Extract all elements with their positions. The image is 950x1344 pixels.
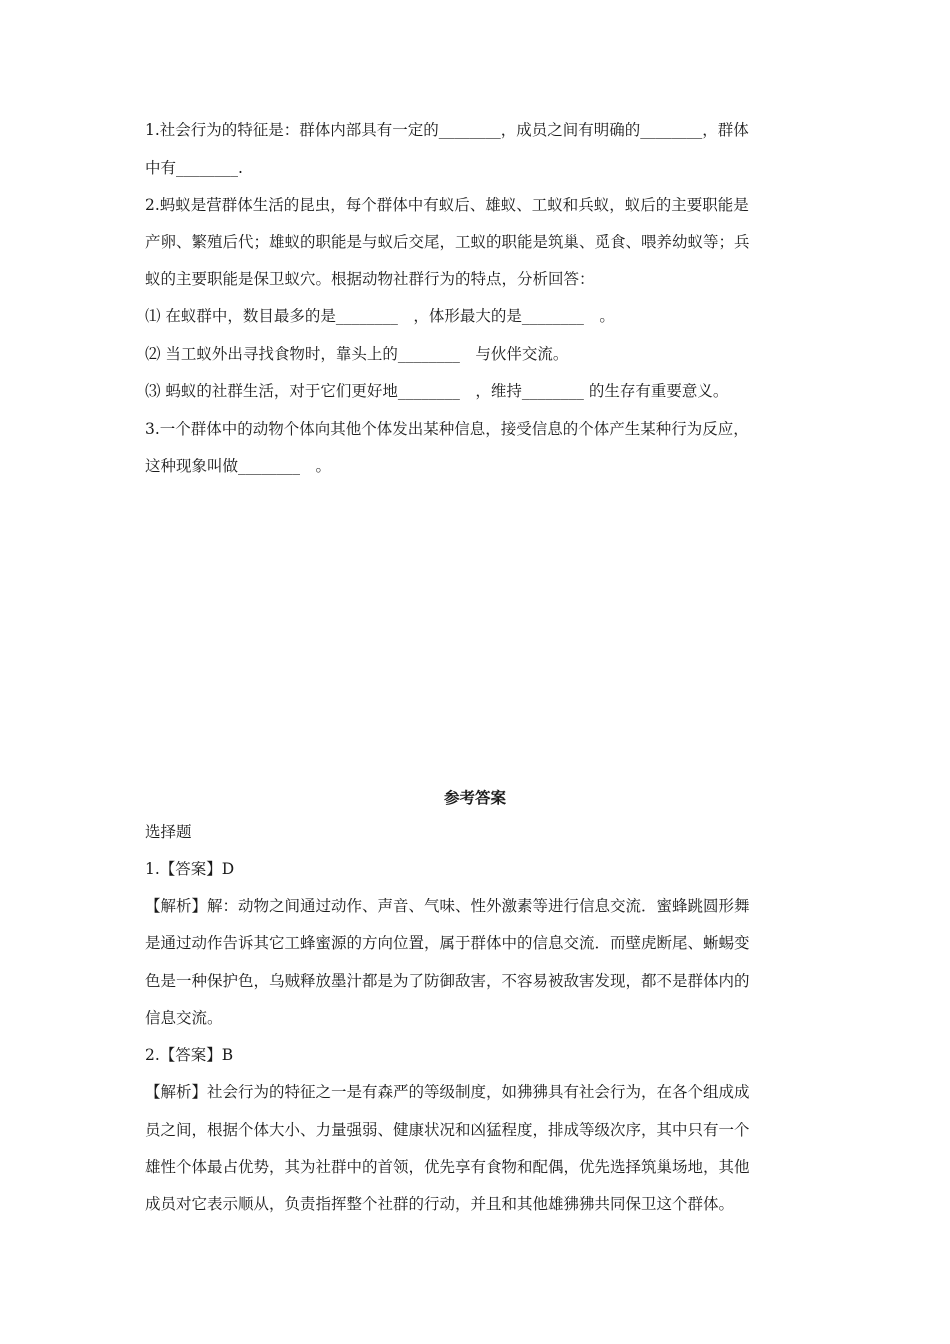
answer-1-explanation-line-1: 【解析】解：动物之间通过动作、声音、气味、性外激素等进行信息交流．蜜蜂跳圆形舞 [145, 897, 750, 915]
answer-2-explanation-line-3: 雄性个体最占优势，其为社群中的首领，优先享有食物和配偶，优先选择筑巢场地，其他 [145, 1158, 750, 1176]
question-2-line-3: 蚁的主要职能是保卫蚁穴。根据动物社群行为的特点，分析回答： [145, 270, 595, 288]
question-2-sub-1: ⑴ 在蚁群中，数目最多的是________ ，体形最大的是________ 。 [145, 307, 615, 325]
answer-2-explanation-line-1: 【解析】社会行为的特征之一是有森严的等级制度，如狒狒具有社会行为，在各个组成成 [145, 1083, 750, 1101]
question-3-line-1: 3.一个群体中的动物个体向其他个体发出某种信息，接受信息的个体产生某种行为反应， [145, 420, 749, 438]
question-1-line-2: 中有________. [145, 159, 243, 177]
question-2-sub-2: ⑵ 当工蚁外出寻找食物时，靠头上的________ 与伙伴交流。 [145, 345, 569, 363]
question-2-line-1: 2.蚂蚁是营群体生活的昆虫，每个群体中有蚁后、雄蚁、工蚁和兵蚁，蚁后的主要职能是 [145, 196, 749, 214]
section-heading: 选择题 [145, 823, 192, 841]
question-2-line-2: 产卵、繁殖后代；雄蚁的职能是与蚁后交尾，工蚁的职能是筑巢、觅食、喂养幼蚁等；兵 [145, 233, 750, 251]
answer-1-explanation-line-3: 色是一种保护色，乌贼释放墨汁都是为了防御敌害，不容易被敌害发现，都不是群体内的 [145, 972, 750, 990]
question-2-sub-3: ⑶ 蚂蚁的社群生活，对于它们更好地________ ，维持________ 的生存有重要意义。 [145, 382, 729, 400]
answers-title: 参考答案 [443, 789, 506, 807]
question-3-line-2: 这种现象叫做________ 。 [145, 457, 332, 475]
answer-2-explanation-line-2: 员之间，根据个体大小、力量强弱、健康状况和凶猛程度，排成等级次序，其中只有一个 [145, 1121, 750, 1139]
question-1-line-1: 1.社会行为的特征是：群体内部具有一定的________，成员之间有明确的________，群体 [145, 121, 749, 139]
answer-1-explanation-line-2: 是通过动作告诉其它工蜂蜜源的方向位置，属于群体中的信息交流．而壁虎断尾、蜥蜴变 [145, 934, 750, 952]
answer-2: 2.【答案】B [145, 1046, 234, 1064]
answer-1-explanation-line-4: 信息交流。 [145, 1009, 223, 1027]
answer-2-explanation-line-4: 成员对它表示顺从，负责指挥整个社群的行动，并且和其他雄狒狒共同保卫这个群体。 [145, 1195, 735, 1213]
answer-1: 1.【答案】D [145, 860, 235, 878]
